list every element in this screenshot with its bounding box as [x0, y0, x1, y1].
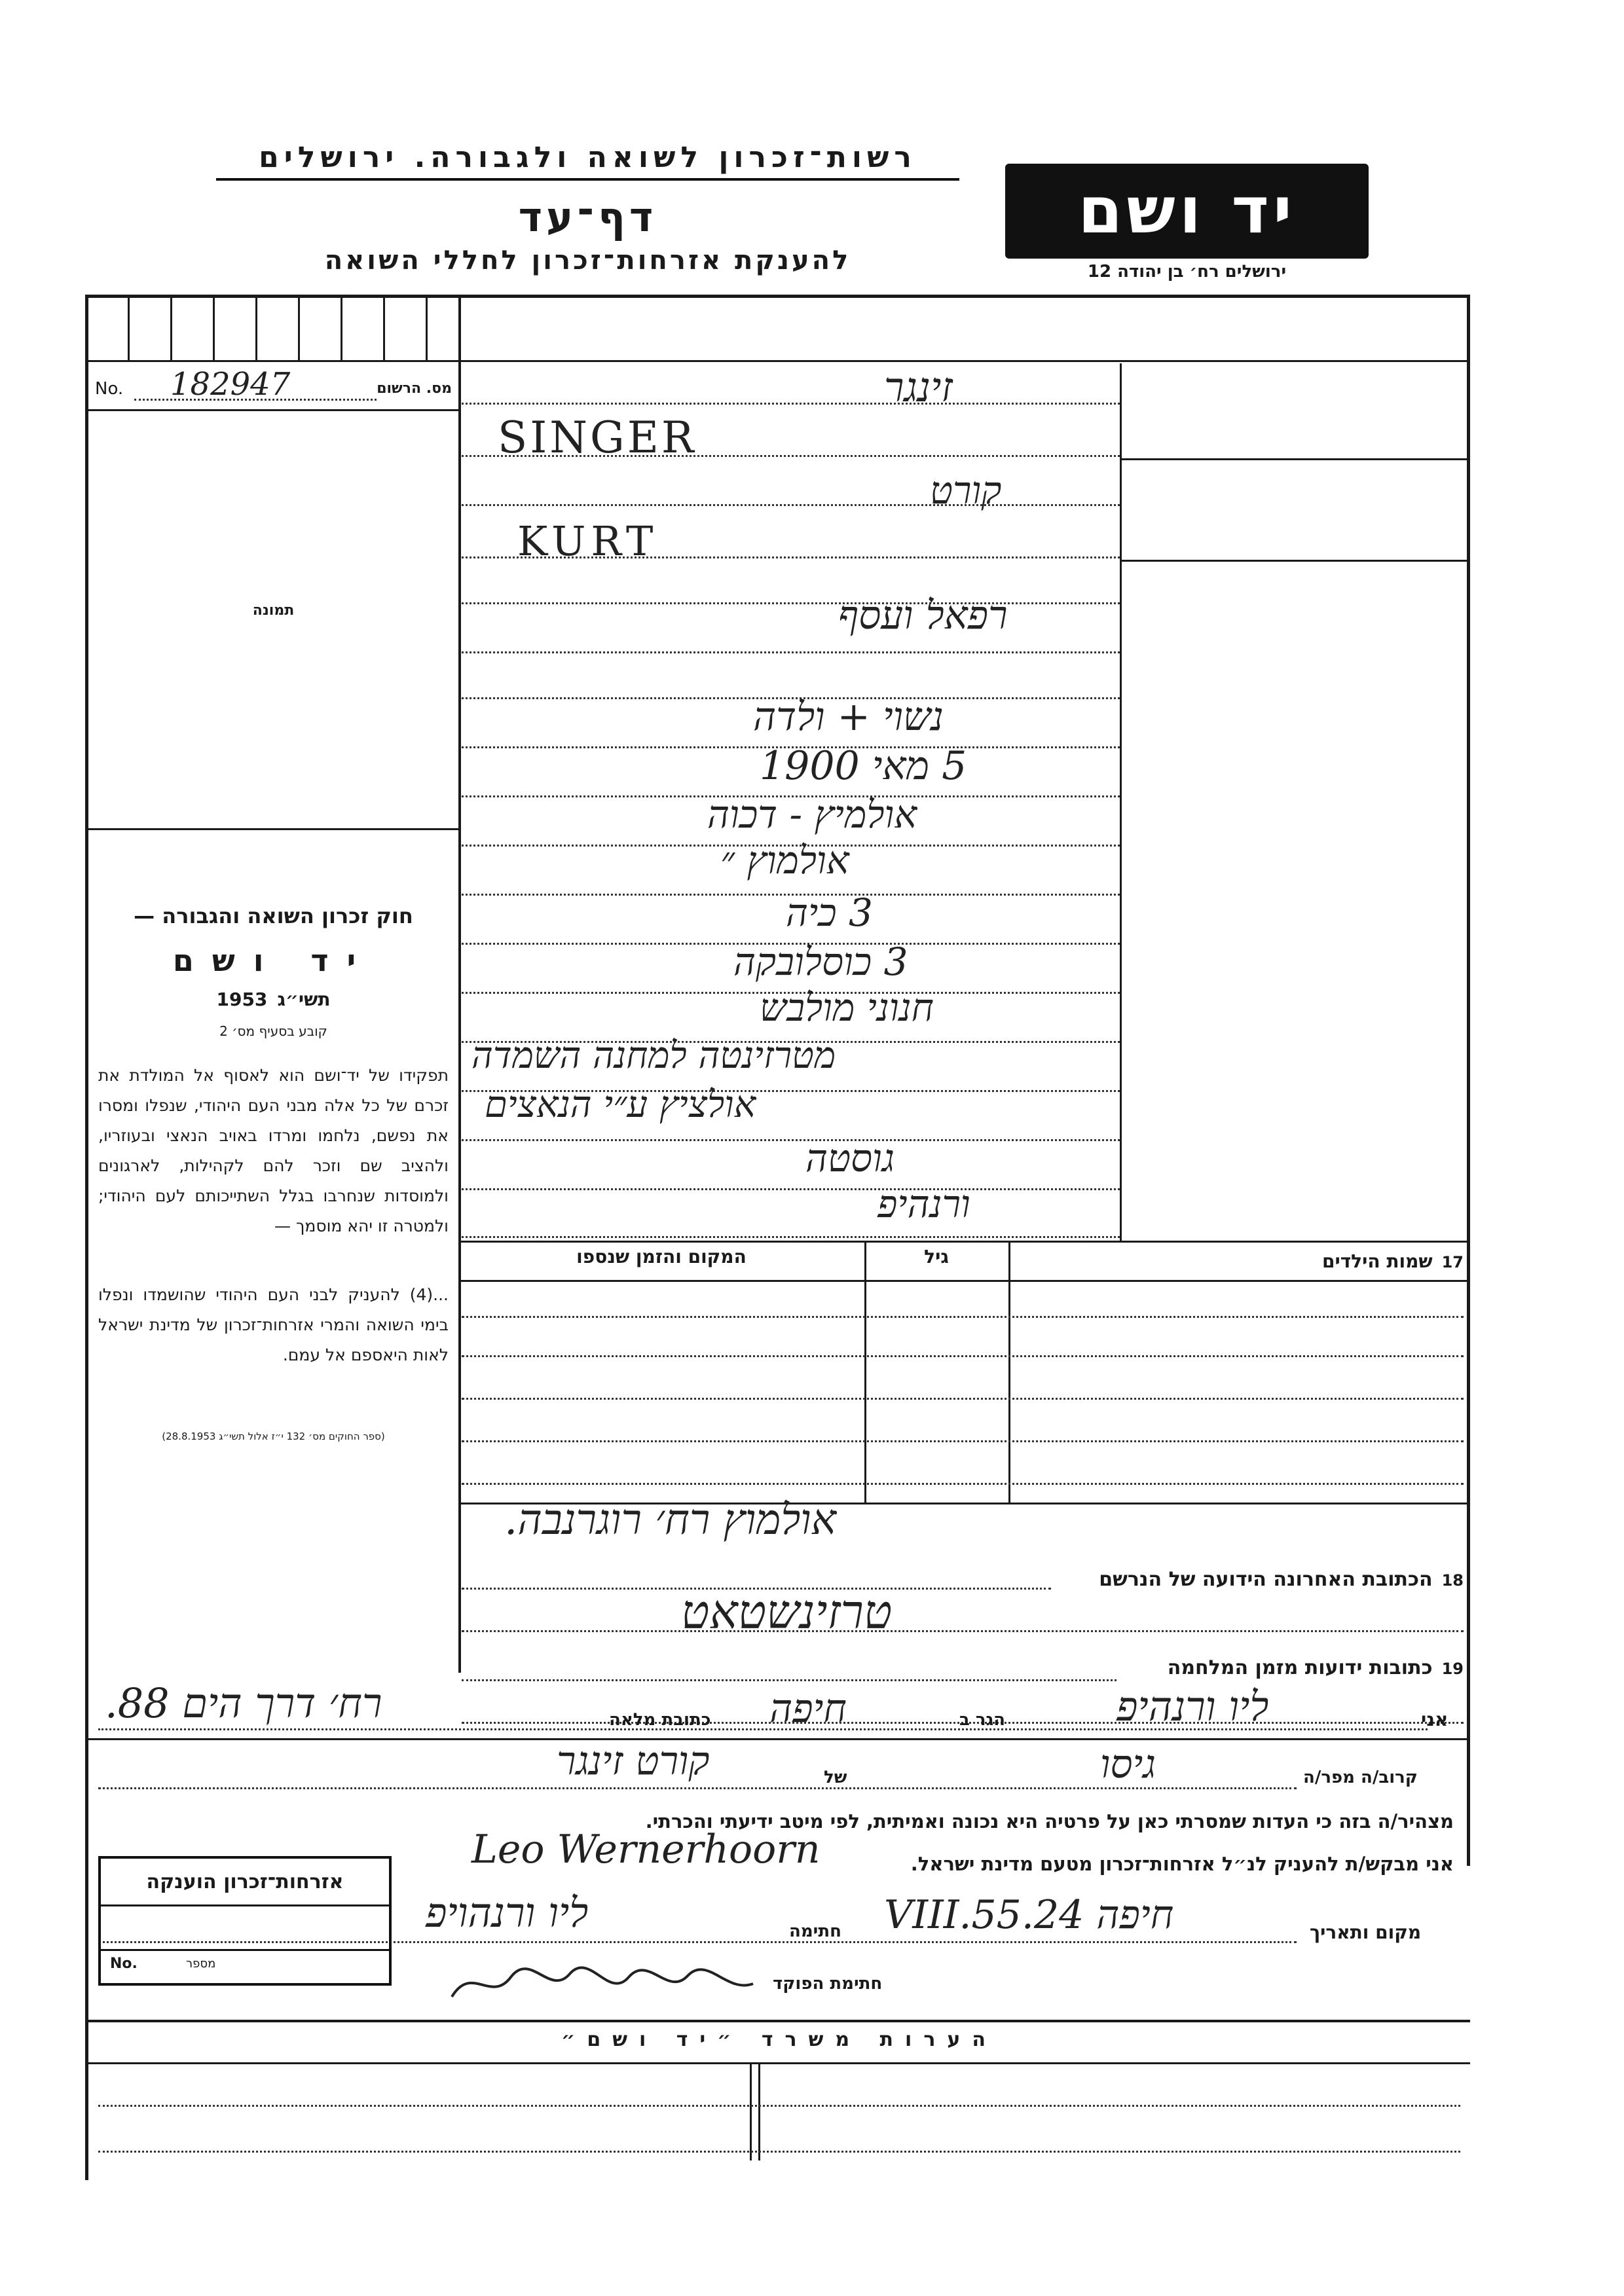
- officer-label: חתימת הפוקד: [773, 1974, 883, 1994]
- yad-vashem-logo: [1005, 164, 1369, 259]
- citizenship-stamp-box: [98, 1856, 392, 1986]
- stamp-box-number-label: מספר: [186, 1957, 216, 1971]
- field-13-value: מטרזינטה למחנה השמדה: [471, 1034, 836, 1077]
- office-notes-title: הערות משרד ״יד ושם״: [561, 2028, 997, 2051]
- field-7-value: 5 מאי 1900: [760, 743, 967, 789]
- declarant-city: חיפה: [769, 1686, 847, 1732]
- request-text: אני מבקש/ת להעניק לנ״ל אזרחות־זכרון מטעם מדינת ישראל.: [910, 1853, 1454, 1875]
- form-subtitle: להענקת אזרחות־זכרון לחללי השואה: [324, 246, 851, 276]
- registration-number-row: [95, 366, 452, 403]
- law-paragraph-2: ...(4) להעניק לבני העם היהודי שהושמדו ונפלו בימי השואה והמרי אזרחות־זכרון של מדינת ישראל לאות היאספם אל עמם.: [98, 1285, 449, 1364]
- declarant-resides-in: הגר ב: [959, 1710, 1006, 1730]
- children-col-names: 17שמות הילדים: [1321, 1250, 1464, 1272]
- field-12-value: חנוני מולבש: [760, 985, 934, 1030]
- field-9-value: אולמוץ ״: [720, 838, 849, 883]
- field-15-value: גוסטה: [805, 1136, 895, 1180]
- form-title: דף־עד: [518, 193, 657, 241]
- place-date-label: מקום ותאריך: [1310, 1922, 1422, 1943]
- declarant-address: רח׳ דרך הים 88.: [105, 1679, 382, 1727]
- field-19-value: טרזינשטאט: [681, 1584, 893, 1639]
- signature-label: חתימה: [789, 1922, 841, 1941]
- place-date-value: חיפה 24.VIII.55: [884, 1892, 1174, 1938]
- relation-value: גיסו: [1100, 1741, 1156, 1787]
- stamp-box-title: אזרחות־זכרון הוענקה: [146, 1870, 344, 1893]
- law-clause: קובע בסעיף מס׳ 2: [219, 1023, 327, 1039]
- field-1-value-latin: SINGER: [498, 412, 697, 463]
- field-14-value: אולציץ ע״י הנאצים: [485, 1084, 756, 1126]
- field-10-value: 3 כיה: [786, 890, 873, 935]
- field-19-label: 19כתובות ידועות מזמן המלחמה: [1167, 1656, 1464, 1679]
- field-16-value: ורנהיפ: [877, 1182, 970, 1226]
- law-source: (ספר החוקים מס׳ 132 י״ז אלול תשי״ג 28.8.1953): [162, 1430, 385, 1442]
- declaration-text: מצהיר/ה בזה כי העדות שמסרתי כאן על פרטיה היא נכונה ואמיתית, לפי מיטב ידיעתי והכרתי.: [645, 1810, 1454, 1832]
- of-name: קורט זינגר: [557, 1738, 710, 1784]
- declarant-ani: אני: [1421, 1709, 1449, 1730]
- declarant-address-label: כתובת מלאה: [609, 1710, 711, 1730]
- law-title: חוק זכרון השואה והגבורה —: [134, 903, 413, 928]
- org-name: רשות־זכרון לשואה ולגבורה. ירושלים: [216, 141, 959, 181]
- law-year-hebrew: תשי״ג: [277, 989, 331, 1010]
- field-8-value: אולמיץ - דכוה: [707, 792, 917, 837]
- law-year-line: [98, 989, 449, 1010]
- officer-signature: [445, 1958, 760, 2010]
- photo-label: תמונה: [252, 602, 295, 619]
- declarant-name: ליו ורנהיפ: [1116, 1683, 1269, 1730]
- of-label: של: [824, 1768, 847, 1787]
- registration-number: 182947: [170, 366, 291, 403]
- org-address: ירושלים רח׳ בן יהודה 12: [1087, 262, 1287, 282]
- law-paragraph-1: תפקידו של יד־ושם הוא לאסוף אל המולדת את זכרם של כל אלה מבני העם היהודי, שנפלו ומסרו את נפשם, נלחמו ומרדו באויב הנאצי ובעוזריו, ולהציב שם וזכר להם לקהילות, לארגונים ולמוסדות שנחרבו בגלל השתייכותם לעם היהודי; ולמטרה זו יהא מוסמך —: [98, 1066, 449, 1235]
- children-col-place: המקום והזמן שנספו: [576, 1246, 747, 1267]
- stamp-box-no-prefix: No.: [110, 1956, 138, 1972]
- law-name: יד ושם: [172, 943, 375, 978]
- signature-latin: Leo Wernerhoorn: [471, 1827, 821, 1872]
- law-year: 1953: [216, 989, 268, 1010]
- relative-label: קרוב/ה מפר/ה: [1303, 1768, 1418, 1787]
- logo-text: יד ושם: [1078, 173, 1296, 248]
- registration-no-prefix: No.: [95, 379, 124, 399]
- field-2-value: קורט: [930, 468, 1002, 513]
- field-6-value: נשוי + ולדה: [753, 694, 944, 740]
- field-2-value-latin: KURT: [517, 517, 659, 565]
- children-col-age: גיל: [924, 1246, 949, 1267]
- field-18-value: אולמוץ רח׳ רוגרנבה.: [504, 1496, 837, 1544]
- field-4-value: רפאל ועסף: [838, 592, 1008, 638]
- registration-label: מס. הרשום: [377, 380, 452, 397]
- field-1-value: זינגר: [884, 363, 953, 411]
- field-18-label: 18הכתובת האחרונה הידועה של הנרשם: [1099, 1568, 1464, 1591]
- field-11-value: 3 כוסלובקה: [733, 939, 908, 984]
- signature-hebrew: ליו ורנהויפ: [426, 1889, 589, 1937]
